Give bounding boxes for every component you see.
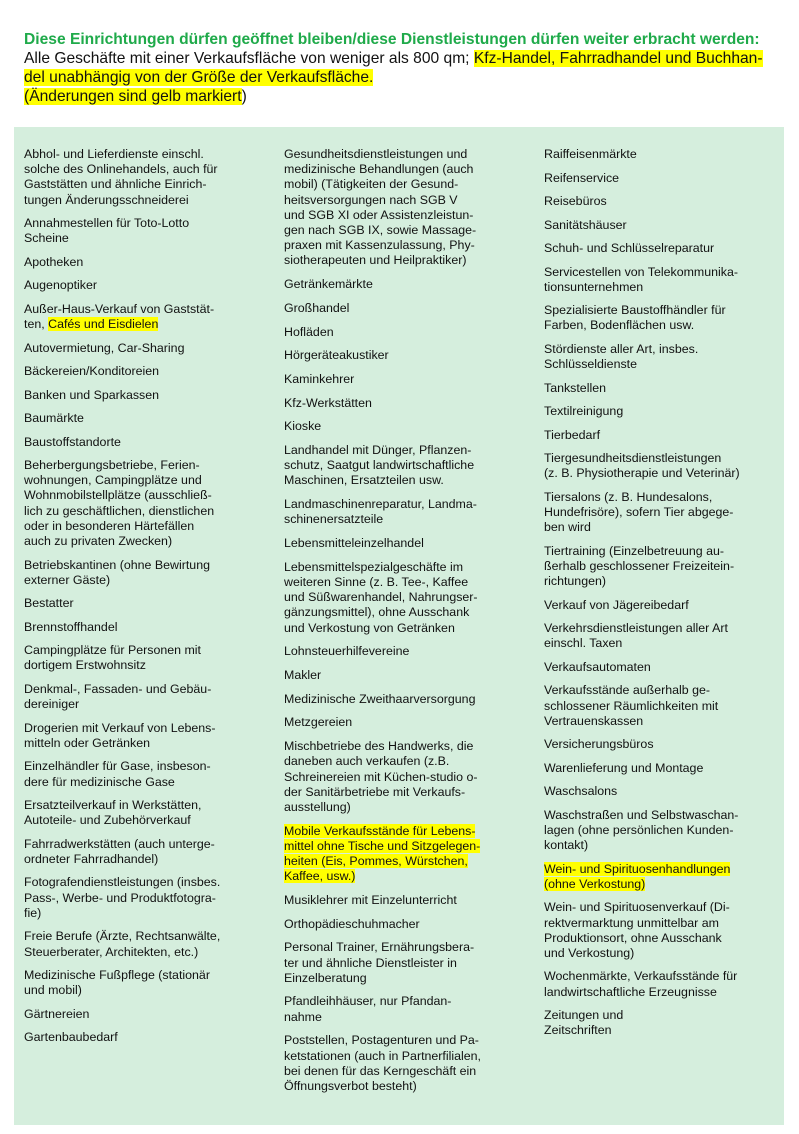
list-item-text: Autovermietung, Car-Sharing xyxy=(24,340,185,355)
list-item xyxy=(24,929,246,959)
list-item-text: Schuh- und Schlüsselreparatur xyxy=(544,241,715,255)
list-item xyxy=(24,968,246,998)
column-2 xyxy=(284,147,520,1103)
list-item-text: Medizinische Fußpflege (stationär und mobil) xyxy=(24,968,210,998)
list-item-text: Musiklehrer mit Einzelunterricht xyxy=(284,892,457,907)
list-item-text: Poststellen, Postagenturen und Pa- ketstationen (auch in Partnerfilialen, bei denen für das Kerngeschäft ein Öffnungsverbot besteht) xyxy=(284,1033,481,1093)
list-item xyxy=(284,536,520,551)
list-item xyxy=(24,388,246,403)
list-item-text: Denkmal-, Fassaden- und Gebäu- dereiniger xyxy=(24,681,212,712)
list-item-text: Personal Trainer, Ernährungsbera- ter und ähnliche Dienstleister in Einzelberatung xyxy=(284,940,475,985)
list-item xyxy=(544,404,774,419)
list-item xyxy=(24,435,246,450)
list-item-text: Einzelhändler für Gase, insbeson- dere für medizinische Gase xyxy=(24,759,211,789)
list-item-text: Makler xyxy=(284,667,322,682)
list-item xyxy=(284,348,520,363)
list-item xyxy=(544,761,774,776)
list-item xyxy=(24,411,246,426)
list-item xyxy=(284,147,520,269)
list-item-text: Freie Berufe (Ärzte, Rechtsanwälte, Steuerberater, Architekten, etc.) xyxy=(24,929,221,959)
list-item-text: Abhol- und Lieferdienste einschl. solche des Onlinehandels, auch für Gaststätten und ähnliche Einrich- tungen Änderungsschneiderei xyxy=(24,147,218,207)
list-item-text: Drogerien mit Verkauf von Lebens- mitteln oder Getränken xyxy=(24,720,216,750)
list-item xyxy=(24,643,246,673)
list-item xyxy=(24,620,246,635)
list-item xyxy=(544,303,774,333)
list-item xyxy=(544,451,774,481)
list-item-text: Ersatzteilverkauf in Werkstätten, Autoteile- und Zubehörverkauf xyxy=(24,798,202,828)
list-item xyxy=(544,660,774,675)
list-item-text: Textilreinigung xyxy=(544,404,624,419)
list-item xyxy=(24,216,246,246)
list-item xyxy=(24,759,246,789)
list-item-highlight: Wein- und Spirituosenhandlungen (ohne Verkostung) xyxy=(544,861,731,891)
list-item-text: Baustoffstandorte xyxy=(24,434,121,449)
list-item-text: Versicherungsbüros xyxy=(544,737,654,752)
list-item xyxy=(284,372,520,387)
list-item xyxy=(544,171,774,186)
list-item xyxy=(544,381,774,396)
header-line-3-highlight: (Änderungen sind gelb markiert xyxy=(24,88,242,105)
list-item-text: Banken und Sparkassen xyxy=(24,387,160,402)
list-item-text: Brennstoffhandel xyxy=(24,619,118,634)
list-item xyxy=(284,692,520,707)
list-item xyxy=(24,682,246,712)
list-item xyxy=(24,721,246,751)
list-item xyxy=(544,544,774,590)
list-item-text: Sanitätshäuser xyxy=(544,217,627,232)
list-item-text: Lohnsteuerhilfevereine xyxy=(284,644,410,659)
list-item xyxy=(544,784,774,799)
list-item xyxy=(284,497,520,527)
list-item xyxy=(544,862,774,892)
list-item xyxy=(24,302,246,332)
list-item xyxy=(284,715,520,730)
list-item-text: Spezialisierte Baustoffhändler für Farben, Bodenflächen usw. xyxy=(544,303,726,333)
header-line-1 xyxy=(24,49,784,68)
list-item xyxy=(284,301,520,316)
list-item-text: Warenlieferung und Montage xyxy=(544,760,704,775)
list-item-text: Tierbedarf xyxy=(544,427,601,442)
list-item-text: Metzgereien xyxy=(284,715,353,730)
header-line-1-highlight: Kfz-Handel, Fahrradhandel und Buchhan- xyxy=(473,50,763,67)
list-item xyxy=(284,994,520,1024)
document-header xyxy=(24,30,784,106)
list-item-text: Verkaufsstände außerhalb ge- schlossener Räumlichkeiten mit Vertrauenskassen xyxy=(544,683,719,728)
list-item-text: Reisebüros xyxy=(544,194,607,208)
list-item xyxy=(544,969,774,999)
list-item-text: Tiertraining (Einzelbetreuung au- ßerhalb geschlossener Freizeitein- richtungen) xyxy=(544,543,735,589)
list-item-text: Fotografendienstleistungen (insbes. Pass-, Werbe- und Produktfotogra- fie) xyxy=(24,875,221,920)
list-item-text: Campingplätze für Personen mit dortigem Erstwohnsitz xyxy=(24,643,201,673)
list-item xyxy=(284,443,520,489)
list-item xyxy=(544,265,774,295)
list-item xyxy=(544,342,774,372)
list-item xyxy=(544,194,774,209)
list-item xyxy=(284,739,520,815)
list-item xyxy=(284,1033,520,1094)
list-item-text: Betriebskantinen (ohne Bewirtung externer Gäste) xyxy=(24,557,210,587)
list-item-text: Landmaschinenreparatur, Landma- schinenersatzteile xyxy=(284,497,477,527)
list-item xyxy=(284,277,520,292)
list-item-text: Verkauf von Jägereibedarf xyxy=(544,597,689,612)
list-item xyxy=(24,278,246,293)
list-item xyxy=(284,419,520,434)
list-item-text: Pfandleihhäuser, nur Pfandan- nahme xyxy=(284,994,452,1024)
list-item-text: Landhandel mit Dünger, Pflanzen- schutz, Saatgut landwirtschaftliche Maschinen, Ersatzteilen usw. xyxy=(284,443,475,488)
list-item-highlight: Mobile Verkaufsstände für Lebens- mittel ohne Tische und Sitzgelegen- heiten (Eis, Pommes, Würstchen, Kaffee, usw.) xyxy=(284,823,481,884)
list-item-text: Lebensmittelspezialgeschäfte im weiteren Sinne (z. B. Tee-, Kaffee und Süßwarenhandel, Nahrungser- gänzungsmittel), ohne Ausschank und Verkostung von Getränken xyxy=(284,559,478,635)
list-item-text: Lebensmitteleinzelhandel xyxy=(284,536,424,551)
list-item xyxy=(544,428,774,443)
list-item-text: Gärtnereien xyxy=(24,1006,90,1021)
list-item xyxy=(284,824,520,885)
list-item-text: Tankstellen xyxy=(544,380,606,395)
list-item xyxy=(544,1008,774,1038)
list-item-text: Zeitungen und Zeitschriften xyxy=(544,1008,624,1038)
list-item xyxy=(284,644,520,659)
list-item-text: Tiersalons (z. B. Hundesalons, Hundefrisöre), sofern Tier abgege- ben wird xyxy=(544,489,734,535)
list-item xyxy=(284,668,520,683)
list-item xyxy=(24,458,246,549)
list-item-text: Stördienste aller Art, insbes. Schlüsseldienste xyxy=(544,341,699,372)
list-item xyxy=(24,1030,246,1045)
list-item-text: Waschstraßen und Selbstwaschan- lagen (ohne persönlichen Kunden- kontakt) xyxy=(544,807,739,853)
list-item xyxy=(24,147,246,208)
list-item-text: Annahmestellen für Toto-Lotto Scheine xyxy=(24,216,190,246)
list-item xyxy=(544,218,774,233)
list-item-text: Waschsalons xyxy=(544,784,618,799)
list-item xyxy=(24,596,246,611)
list-item-text: Außer-Haus-Verkauf von Gaststät- ten, xyxy=(24,301,215,332)
list-item xyxy=(24,798,246,828)
list-item xyxy=(24,558,246,588)
list-item xyxy=(544,241,774,256)
list-item xyxy=(544,808,774,854)
list-item-text: Bäckereien/Konditoreien xyxy=(24,364,160,379)
list-item xyxy=(24,1007,246,1022)
list-item-text: Kaminkehrer xyxy=(284,371,355,386)
header-line-3 xyxy=(24,87,784,106)
list-item-text: Gesundheitsdienstleistungen und medizinische Behandlungen (auch mobil) (Tätigkeiten der Gesund- heitsversorgungen nach SGB V und SGB XI oder Assistenzleistun- gen nach SGB IX, sowie Massage- praxen mit Kassenzulassung, Phy- siotherapeuten und Heilpraktiker) xyxy=(284,147,477,268)
list-item-text: Beherbergungsbetriebe, Ferien- wohnungen, Campingplätze und Wohnmobilstellplätze (ausschließ- lich zu geschäftlichen, dienstlichen oder in besonderen Härtefällen auch zu privaten Zwecken) xyxy=(24,458,215,549)
header-line-1-plain: Alle Geschäfte mit einer Verkaufsfläche von weniger als 800 qm; xyxy=(24,50,474,67)
list-item-text: Großhandel xyxy=(284,300,350,315)
column-1 xyxy=(24,147,246,1054)
list-item-text: Servicestellen von Telekommunika- tionsunternehmen xyxy=(544,264,738,294)
list-item xyxy=(544,683,774,729)
header-line-2-highlight: del unabhängig von der Größe der Verkaufsfläche. xyxy=(24,69,374,86)
list-item-text: Hofläden xyxy=(284,324,334,339)
list-item-text: Tiergesundheitsdienstleistungen (z. B. Physiotherapie und Veterinär) xyxy=(544,451,740,481)
list-item xyxy=(544,900,774,961)
list-item xyxy=(544,737,774,752)
list-item-text: Verkaufsautomaten xyxy=(544,659,651,674)
list-item xyxy=(24,341,246,356)
list-item-text: Kioske xyxy=(284,419,322,434)
list-item xyxy=(544,621,774,651)
list-item-text: Kfz-Werkstätten xyxy=(284,395,372,410)
header-line-2 xyxy=(24,68,784,87)
column-3 xyxy=(544,147,774,1047)
list-item-text: Fahrradwerkstätten (auch unterge- ordneter Fahrradhandel) xyxy=(24,836,215,866)
list-item xyxy=(24,875,246,921)
list-item xyxy=(24,255,246,270)
list-item-text: Orthopädieschuhmacher xyxy=(284,916,420,931)
list-item-text: Hörgeräteakustiker xyxy=(284,348,389,363)
list-item-text: Bestatter xyxy=(24,596,74,611)
list-item-text: Medizinische Zweithaarversorgung xyxy=(284,691,476,706)
list-item-text: Wochenmärkte, Verkaufsstände für landwirtschaftliche Erzeugnisse xyxy=(544,969,738,999)
list-item xyxy=(284,940,520,986)
header-title: Diese Einrichtungen dürfen geöffnet bleiben/diese Dienstleistungen dürfen weiter erbracht werden: xyxy=(24,31,760,48)
list-item xyxy=(544,598,774,613)
list-item xyxy=(24,364,246,379)
list-item xyxy=(284,917,520,932)
list-item-text: Augenoptiker xyxy=(24,278,98,293)
list-item-text: Verkehrsdienstleistungen aller Art einschl. Taxen xyxy=(544,621,728,651)
list-item xyxy=(544,490,774,536)
list-item-text: Gartenbaubedarf xyxy=(24,1030,118,1045)
list-item xyxy=(284,396,520,411)
list-item-text: Reifenservice xyxy=(544,170,620,185)
header-line-3-plain: ) xyxy=(241,88,247,105)
list-item-text: Raiffeisenmärkte xyxy=(544,147,637,161)
list-item-text: Wein- und Spirituosenverkauf (Di- rektvermarktung unmittelbar am Produktionsort, ohne Ausschank und Verkostung) xyxy=(544,900,730,960)
list-item xyxy=(24,837,246,867)
list-item-text: Mischbetriebe des Handwerks, die daneben auch verkaufen (z.B. Schreinereien mit Küchen-studio o- der Sanitärbetriebe mit Verkaufs- ausstellung) xyxy=(284,739,478,814)
establishments-panel xyxy=(14,127,784,1125)
list-item xyxy=(284,893,520,908)
list-item-text: Baumärkte xyxy=(24,411,84,426)
list-item-text: Apotheken xyxy=(24,254,84,269)
list-item-text: Getränkemärkte xyxy=(284,277,373,292)
list-item xyxy=(544,147,774,162)
list-item xyxy=(284,560,520,636)
list-item-highlight: Cafés und Eisdielen xyxy=(48,317,159,332)
list-item xyxy=(284,325,520,340)
